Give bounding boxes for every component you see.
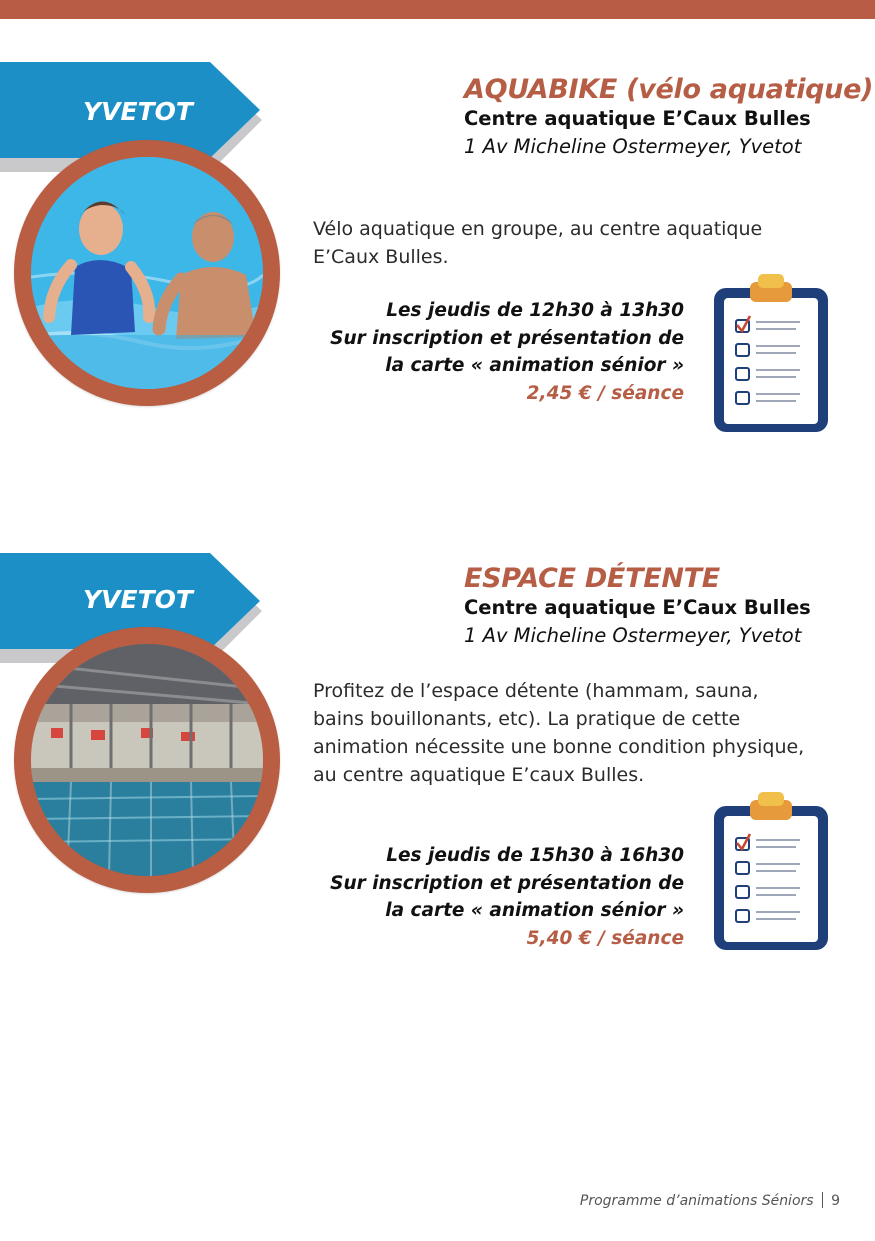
price: 5,40 € / séance <box>526 927 684 949</box>
activity-description: Vélo aquatique en groupe, au centre aquatique E’Caux Bulles. <box>313 218 763 268</box>
page-footer <box>560 1192 840 1209</box>
condition-line-1: Sur inscription et présentation de <box>330 327 684 349</box>
aquabike-photo <box>31 157 263 389</box>
schedule: Les jeudis de 15h30 à 16h30 <box>386 845 684 866</box>
venue-name: Centre aquatique E’Caux Bulles <box>464 107 811 130</box>
pool-hall-photo <box>31 644 263 876</box>
activity-info <box>264 842 684 952</box>
clipboard-checklist-icon <box>712 790 830 952</box>
venue-address: 1 Av Micheline Ostermeyer, Yvetot <box>464 135 802 158</box>
condition-line-2: la carte « animation sénior » <box>385 355 684 376</box>
activity-photo-frame <box>14 627 280 893</box>
footer-title: Programme d’animations Séniors <box>579 1193 814 1209</box>
activity-title: AQUABIKE (vélo aquatique) <box>464 74 874 105</box>
footer-separator <box>822 1192 824 1208</box>
page-number: 9 <box>831 1193 840 1209</box>
activity-description: Profitez de l’espace détente (hammam, sauna, bains bouillonants, etc). La pratique de cette animation nécessite une bonne condition physique, au centre aquatique E’caux Bulles. <box>313 680 805 786</box>
city-label: YVETOT <box>83 585 193 614</box>
condition-line-1: Sur inscription et présentation de <box>330 872 684 894</box>
city-label: YVETOT <box>83 97 193 126</box>
venue-address: 1 Av Micheline Ostermeyer, Yvetot <box>464 624 802 647</box>
activity-photo-frame <box>14 140 280 406</box>
condition-line-2: la carte « animation sénior » <box>385 900 684 921</box>
schedule: Les jeudis de 12h30 à 13h30 <box>386 300 684 321</box>
activity-info <box>264 297 684 407</box>
clipboard-checklist-icon <box>712 272 830 434</box>
activity-title: ESPACE DÉTENTE <box>464 563 720 594</box>
venue-name: Centre aquatique E’Caux Bulles <box>464 596 811 619</box>
top-accent-bar <box>0 0 875 19</box>
price: 2,45 € / séance <box>526 382 684 404</box>
